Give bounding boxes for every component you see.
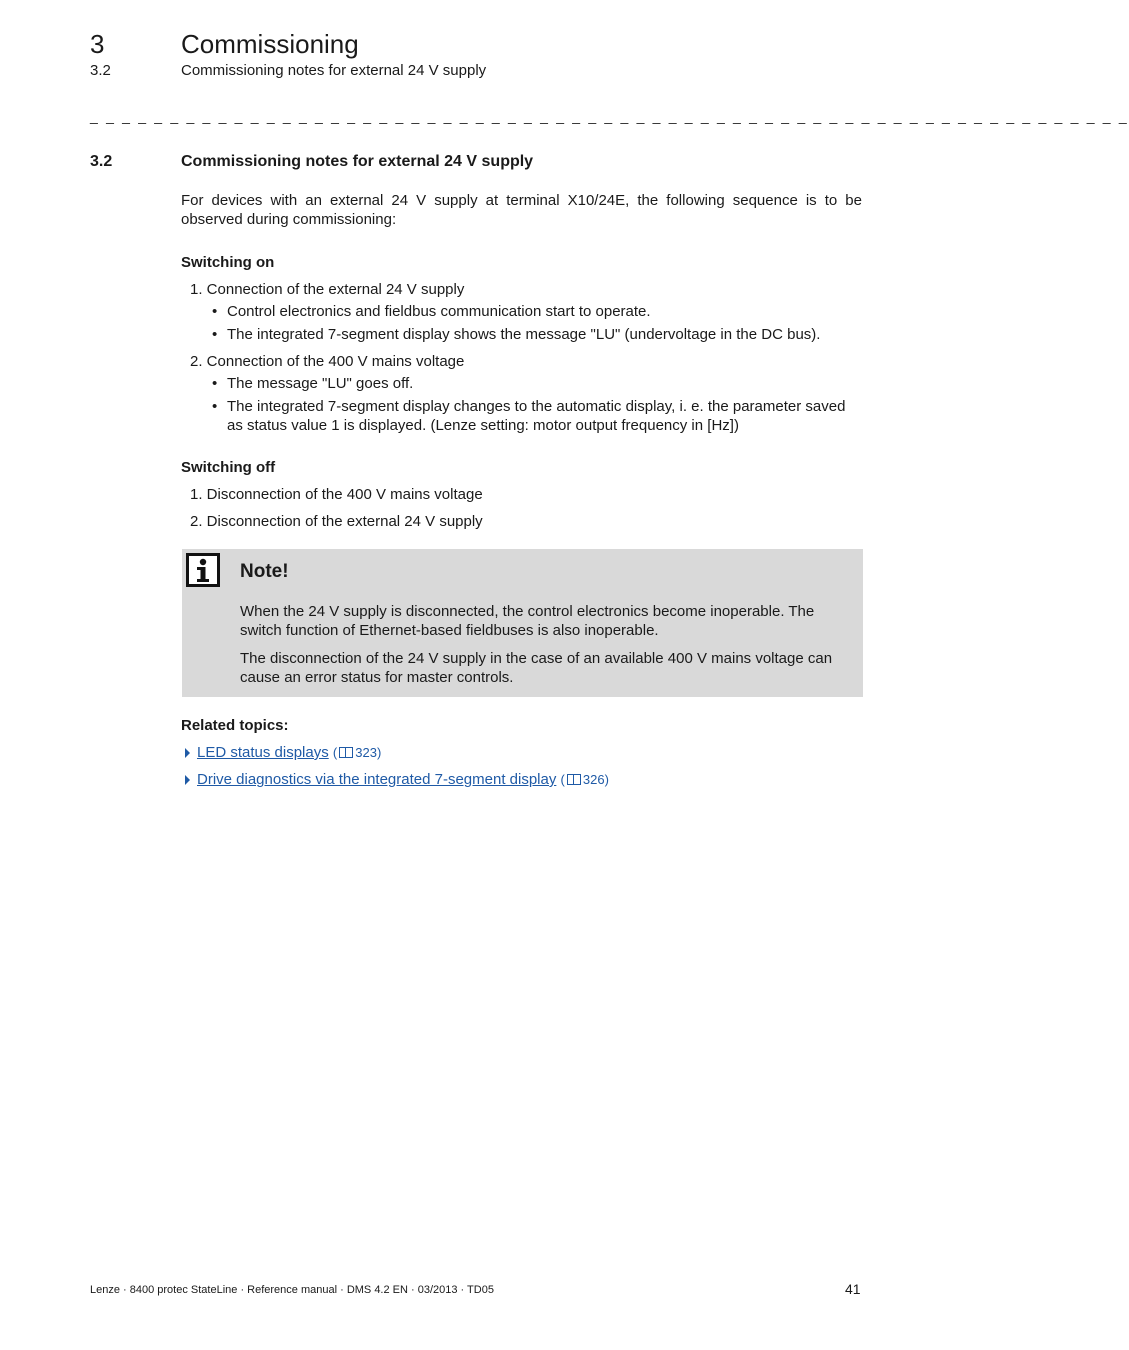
chapter-number: 3 [90,29,105,59]
switching-off-step-2: 2. Disconnection of the external 24 V supply [190,513,483,530]
book-icon [339,747,353,758]
page-reference: ( 326) [560,772,609,787]
bullet-dot: • [212,326,218,343]
intro-paragraph: For devices with an external 24 V supply at terminal X10/24E, the following sequence is to be observed during commissioning: [181,192,862,228]
note-paragraph-2: The disconnection of the 24 V supply in the case of an available 400 V mains voltage can cause an error status for master controls. [240,650,833,686]
header-section-title: Commissioning notes for external 24 V supply [181,62,487,79]
chapter-title: Commissioning [181,29,359,59]
related-link-row [185,771,609,788]
footer-document-info: Lenze · 8400 protec StateLine · Reference manual · DMS 4.2 EN · 03/2013 · TD05 [90,1284,494,1296]
note-paragraph-1: When the 24 V supply is disconnected, the control electronics become inoperable. The switch function of Ethernet-based fieldbuses is also inoperable. [240,603,815,639]
page-number: 41 [845,1281,861,1297]
switching-on-step-1-bullet-1: Control electronics and fieldbus communication start to operate. [227,303,651,320]
info-icon [186,553,220,587]
switching-on-step-2-bullet-2: The integrated 7-segment display changes to the automatic display, i. e. the parameter saved as status value 1 is displayed. (Lenze setting: motor output frequency in [Hz]) [227,398,846,434]
switching-on-heading: Switching on [181,254,275,271]
page-reference: ( 323) [332,745,382,760]
book-icon [567,774,581,785]
switching-on-step-1: 1. Connection of the external 24 V supply [190,281,465,298]
switching-on-step-1-bullet-2: The integrated 7-segment display shows the message "LU" (undervoltage in the DC bus). [227,326,821,343]
link-arrow-icon [185,775,190,785]
related-link-led-status[interactable]: LED status displays [197,744,329,761]
switching-off-step-1: 1. Disconnection of the 400 V mains voltage [190,486,483,503]
switching-on-step-2: 2. Connection of the 400 V mains voltage [190,353,465,370]
related-link-row [185,744,381,761]
section-title: Commissioning notes for external 24 V supply [181,153,534,170]
header-separator: _ _ _ _ _ _ _ _ _ _ _ _ _ _ _ _ _ _ _ _ _ _ _ _ _ _ _ _ _ _ _ _ _ _ _ _ _ _ _ _ _ _ _ _ _ _ _ _ _ _ _ _ _ _ _ _ _ _ _ _ _ _ _ _ _ [90,108,1129,124]
section-number: 3.2 [90,153,113,170]
related-link-drive-diagnostics[interactable]: Drive diagnostics via the integrated 7-segment display [197,771,557,788]
bullet-dot: • [212,375,218,392]
note-title: Note! [240,561,289,582]
bullet-dot: • [212,398,218,415]
bullet-dot: • [212,303,218,320]
related-topics-heading: Related topics: [181,717,289,734]
switching-off-heading: Switching off [181,459,276,476]
switching-on-step-2-bullet-1: The message "LU" goes off. [227,375,414,392]
header-section-number: 3.2 [90,62,111,79]
link-arrow-icon [185,748,190,758]
